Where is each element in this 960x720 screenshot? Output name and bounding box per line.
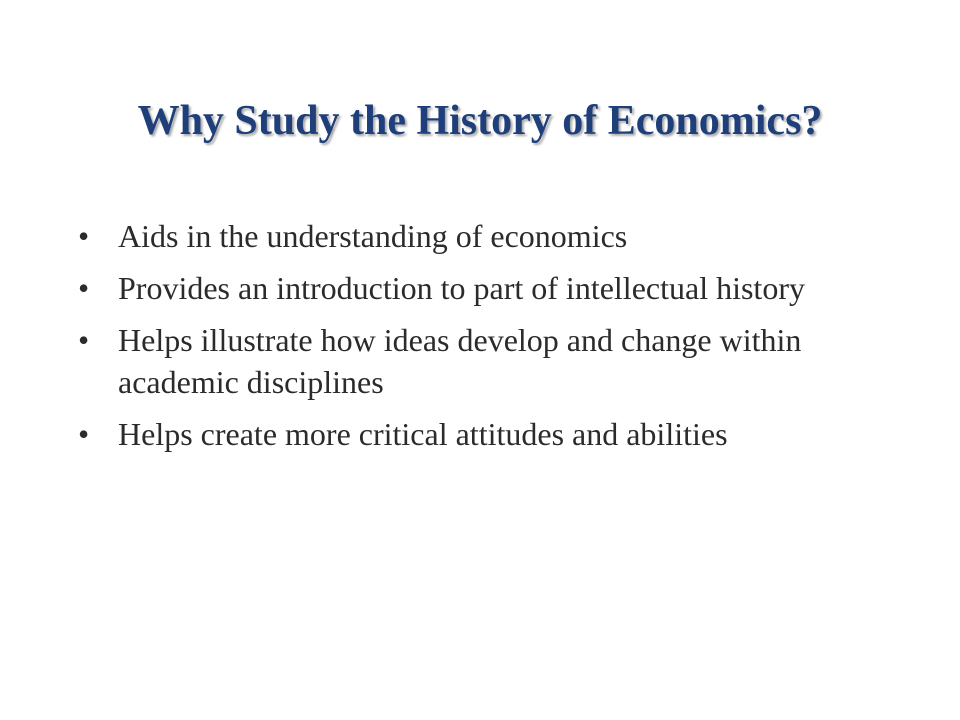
bullet-list [78,215,838,465]
bullet-dot-icon: • [78,270,90,306]
bullet-dot-icon: • [78,322,90,358]
bullet-text: Helps create more critical attitudes and abilities [118,416,728,452]
slide-title: Why Study the History of Economics? [137,98,823,144]
bullet-text: Aids in the understanding of economics [118,218,628,254]
bullet-item [78,319,838,403]
bullet-dot-icon: • [78,416,90,452]
bullet-item [78,413,838,455]
bullet-item [78,267,838,309]
bullet-dot-icon: • [78,218,90,254]
bullet-item [78,215,838,257]
bullet-text: Helps illustrate how ideas develop and change within academic disciplines [118,322,802,400]
bullet-text: Provides an introduction to part of intellectual history [118,270,805,306]
